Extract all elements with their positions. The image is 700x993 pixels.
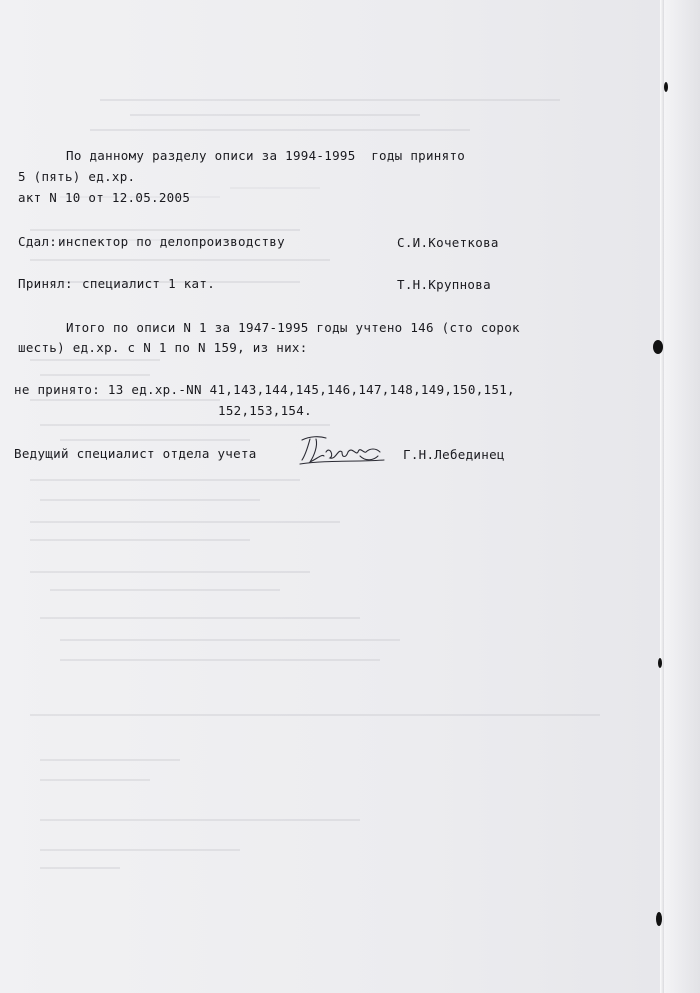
- handover-name: С.И.Кочеткова: [397, 235, 499, 250]
- not-accepted-line1: не принято: 13 ед.хр.-NN 41,143,144,145,146,147,148,149,150,151,: [14, 382, 515, 397]
- binding-fold: [660, 0, 664, 993]
- para1-line2: 5 (пять) ед.хр.: [18, 169, 136, 184]
- punch-hole-lower: [658, 658, 662, 668]
- punch-hole-bottom: [656, 912, 662, 926]
- handwritten-signature: [296, 430, 388, 470]
- receiver-label: Принял:: [18, 276, 73, 291]
- page-edge-strip: [664, 0, 700, 993]
- receiver-position: специалист 1 кат.: [82, 276, 216, 291]
- punch-hole-top: [664, 82, 668, 92]
- total-line2: шесть) ед.хр. с N 1 по N 159, из них:: [18, 340, 308, 355]
- para1-line1: По данному разделу описи за 1994-1995 годы принято: [66, 148, 466, 163]
- handover-label: Сдал:: [18, 234, 58, 249]
- total-line1: Итого по описи N 1 за 1947-1995 годы учтено 146 (сто сорок: [66, 320, 520, 335]
- punch-hole-mid: [653, 340, 663, 354]
- para1-line3: акт N 10 от 12.05.2005: [18, 190, 191, 205]
- handover-position: инспектор по делопроизводству: [58, 234, 285, 249]
- signatory-position: Ведущий специалист отдела учета: [14, 446, 257, 461]
- signatory-name: Г.Н.Лебединец: [403, 447, 505, 462]
- receiver-name: Т.Н.Крупнова: [397, 277, 491, 292]
- not-accepted-line2: 152,153,154.: [218, 403, 312, 418]
